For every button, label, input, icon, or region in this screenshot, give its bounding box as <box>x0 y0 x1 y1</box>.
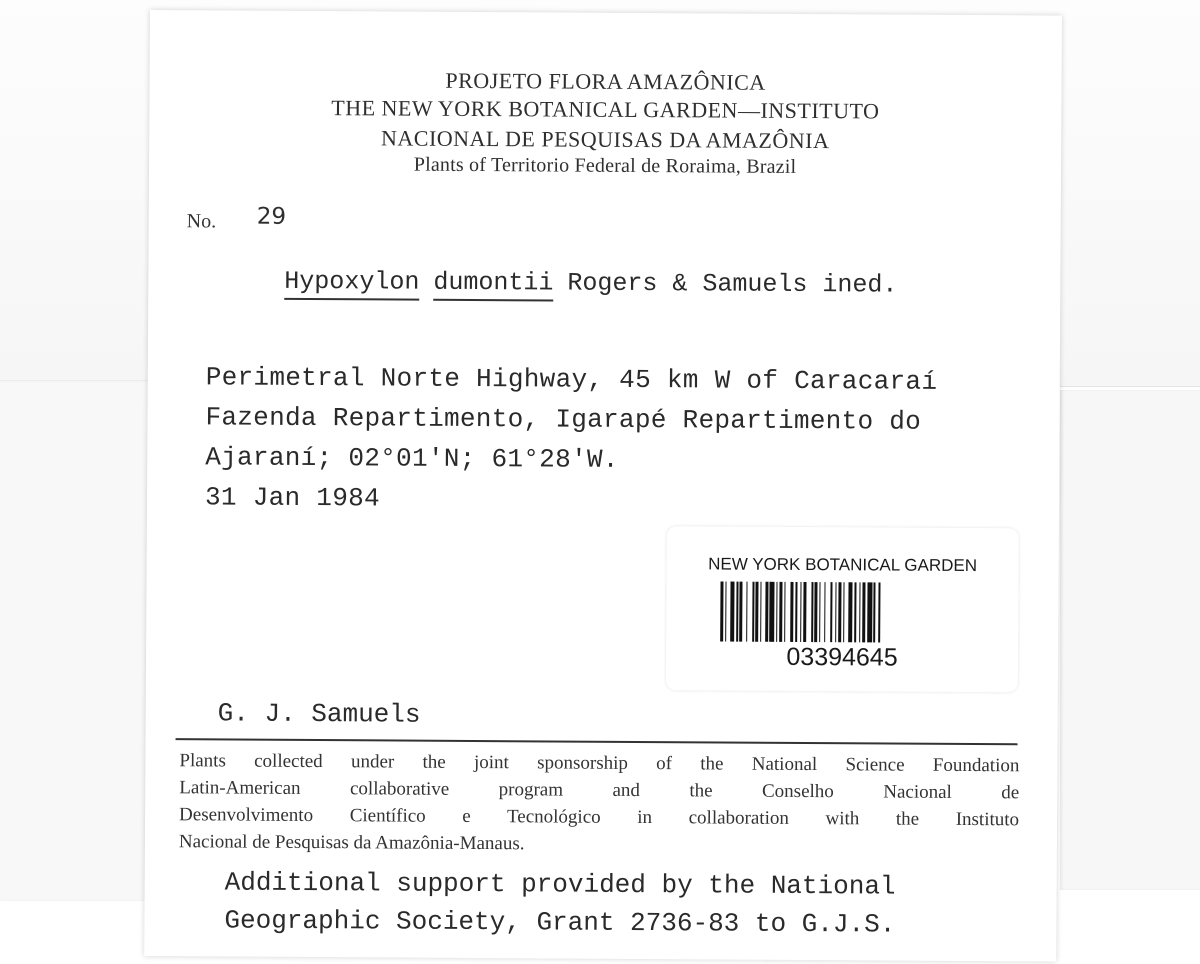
authority: Rogers & Samuels ined. <box>567 268 898 300</box>
envelope-left-fold <box>0 380 160 901</box>
sponsorship-line: Latin-American collaborative program and the Conselho Nacional de <box>179 777 1020 804</box>
envelope-right-fold <box>1060 390 1200 890</box>
support-line: Additional support provided by the National <box>224 867 896 902</box>
sponsorship-line: Desenvolvimento Científico e Tecnológico in collaboration with the Instituto <box>179 804 1020 831</box>
header-institution: THE NEW YORK BOTANICAL GARDEN—INSTITUTO <box>331 95 880 124</box>
support-line: Geographic Society, Grant 2736-83 to G.J.S. <box>224 905 896 940</box>
barcode-number: 03394645 <box>786 642 898 672</box>
sponsorship-note <box>179 747 1020 860</box>
header-region: Plants of Territorio Federal de Roraima, Brazil <box>413 153 797 178</box>
barcode-sticker <box>666 526 1019 692</box>
header-project: PROJETO FLORA AMAZÔNICA <box>445 67 766 95</box>
locality-line: Fazenda Repartimento, Igarapé Repartimento do <box>205 402 922 437</box>
collector-name: G. J. Samuels <box>217 698 421 730</box>
header-institution-cont: NACIONAL DE PESQUISAS DA AMAZÔNIA <box>380 125 830 154</box>
sponsorship-line: Plants collected under the joint sponsorship of the National Science Foundation <box>179 750 1020 777</box>
locality-coordinates: Ajaraní; 02°01'N; 61°28'W. <box>205 442 619 475</box>
specimen-number: 29 <box>256 203 287 230</box>
genus: Hypoxylon <box>284 267 419 301</box>
collection-date: 31 Jan 1984 <box>204 482 381 514</box>
sponsorship-line: Nacional de Pesquisas da Amazônia-Manaus. <box>178 831 525 855</box>
barcode-institution: NEW YORK BOTANICAL GARDEN <box>708 554 978 576</box>
species-epithet: dumontii <box>433 268 553 302</box>
specimen-number-label: No. <box>186 210 217 233</box>
taxon-name <box>284 267 897 300</box>
herbarium-label <box>144 10 1062 962</box>
barcode-icon <box>720 581 962 642</box>
additional-support <box>224 863 895 943</box>
locality-line: Perimetral Norte Highway, 45 km W of Caracaraí <box>205 362 938 397</box>
divider <box>176 738 1018 745</box>
